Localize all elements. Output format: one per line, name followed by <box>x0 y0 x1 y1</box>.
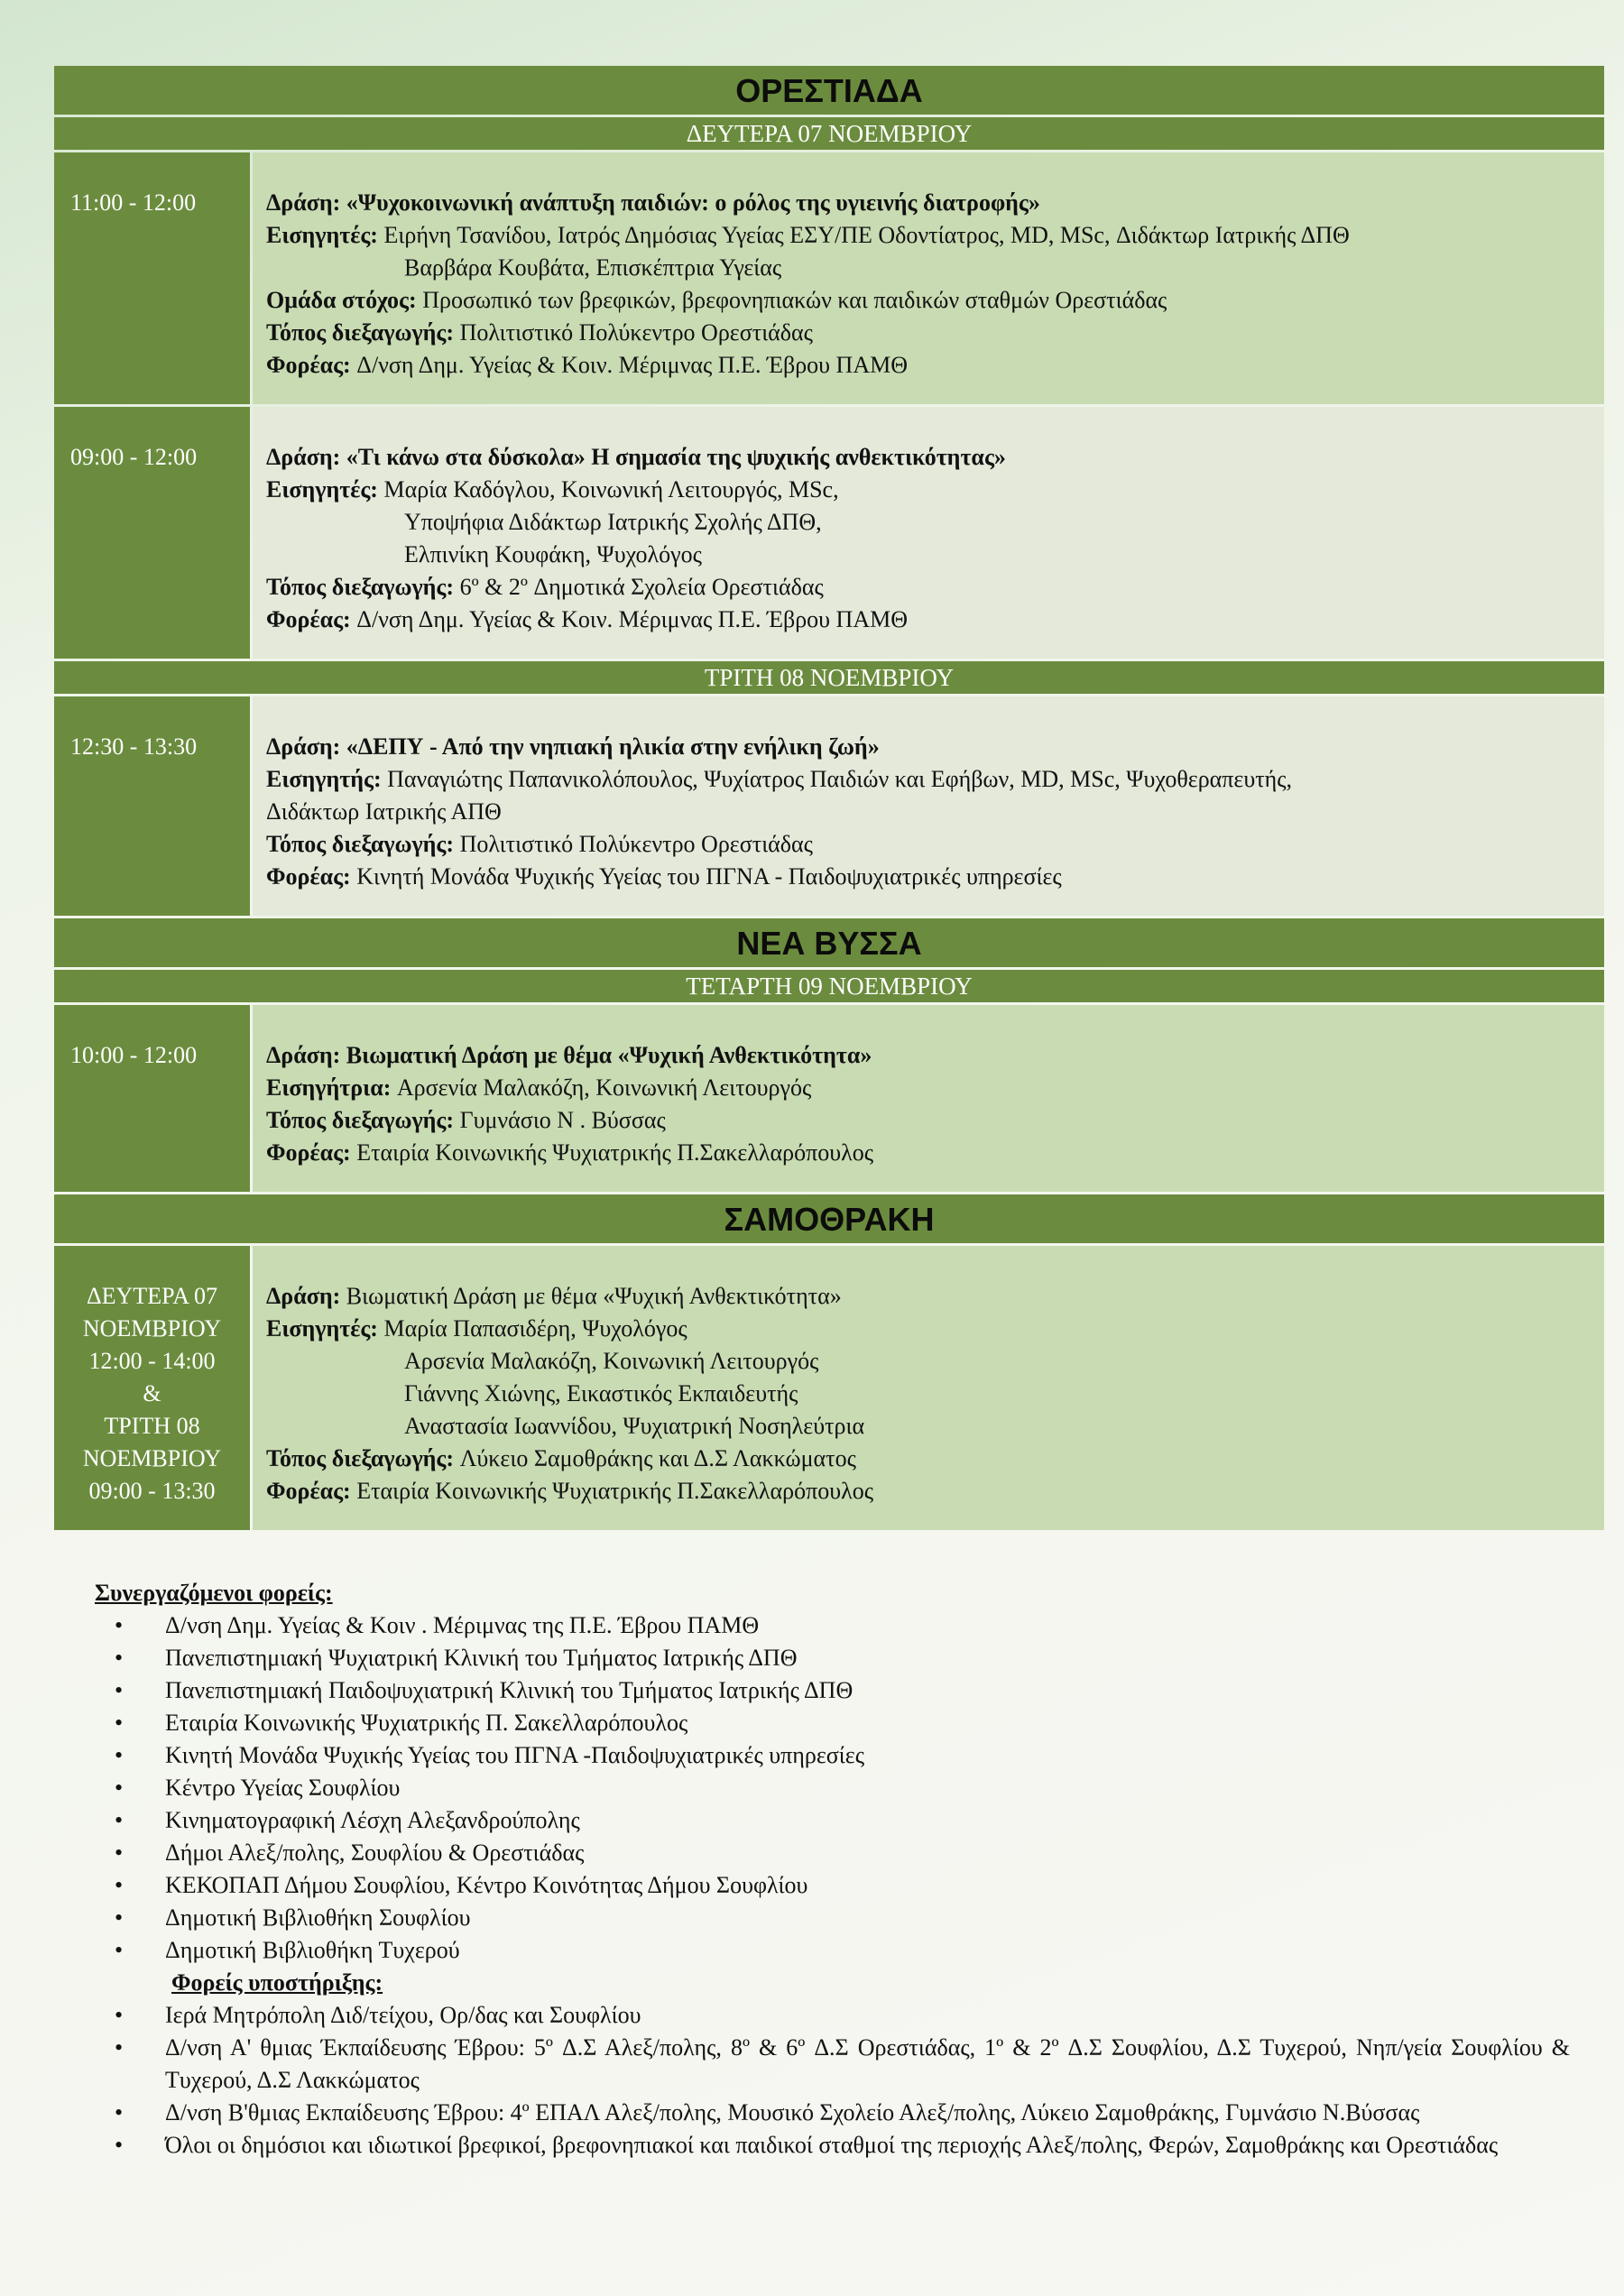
event-line <box>266 187 1604 219</box>
partner-item: • ΚΕΚΟΠΑΠ Δήμου Σουφλίου, Κέντρο Κοινότητας Δήμου Σουφλίου <box>95 1869 1570 1902</box>
field-value: «Ψυχοκοινωνική ανάπτυξη παιδιών: ο ρόλος της υγιεινής διατροφής» <box>346 189 1040 216</box>
event-line <box>266 441 1604 474</box>
field-value: Υποψήφια Διδάκτωρ Ιατρικής Σχολής ΔΠΘ, <box>404 509 822 535</box>
field-value: Ειρήνη Τσανίδου, Ιατρός Δημόσιας Υγείας ΕΣΥ/ΠΕ Οδοντίατρος, MD, MSc, Διδάκτωρ Ιατρικής ΔΠΘ <box>383 222 1350 248</box>
field-label: Δράση: <box>266 1042 346 1068</box>
field-value: Βιωματική Δράση με θέμα «Ψυχική Ανθεκτικότητα» <box>346 1283 842 1309</box>
event-time: 09:00 - 12:00 <box>54 407 250 659</box>
field-label: Εισηγητής: <box>266 766 388 792</box>
schedule-table <box>54 66 1604 1533</box>
field-label: Δράση: <box>266 189 346 216</box>
partner-item: • Πανεπιστημιακή Παιδοψυχιατρική Κλινική του Τμήματος Ιατρικής ΔΠΘ <box>95 1674 1570 1707</box>
event-line <box>266 349 1604 382</box>
field-label: Τόπος διεξαγωγής: <box>266 319 460 346</box>
event-details <box>253 1246 1604 1530</box>
field-value: Μαρία Παπασιδέρη, Ψυχολόγος <box>383 1315 687 1342</box>
region-header: ΝΕΑ ΒΥΣΣΑ <box>54 918 1604 967</box>
event-line <box>266 506 1604 539</box>
field-value: Προσωπικό των βρεφικών, βρεφονηπιακών και παιδικών σταθμών Ορεστιάδας <box>422 287 1167 313</box>
field-value: Λύκειο Σαμοθράκης και Δ.Σ Λακκώματος <box>459 1445 856 1471</box>
partner-item: • Δημοτική Βιβλιοθήκη Τυχερού <box>95 1934 1570 1967</box>
field-value: Δ/νση Δημ. Υγείας & Κοιν. Μέριμνας Π.Ε. Έβρου ΠΑΜΘ <box>356 606 909 632</box>
field-value: Αρσενία Μαλακόζη, Κοινωνική Λειτουργός <box>404 1348 819 1374</box>
field-value: «Τι κάνω στα δύσκολα» Η σημασία της ψυχικής ανθεκτικότητας» <box>346 444 1006 470</box>
event-details <box>253 407 1604 659</box>
event-details <box>253 696 1604 916</box>
field-value: Παναγιώτης Παπανικολόπουλος, Ψυχίατρος Παιδιών και Εφήβων, MD, MSc, Ψυχοθεραπευτής, <box>387 766 1293 792</box>
event-line <box>266 252 1604 284</box>
field-label: Φορέας: <box>266 1478 357 1504</box>
event-line <box>266 1443 1604 1475</box>
field-label: Εισηγητές: <box>266 476 384 503</box>
event-line <box>266 1280 1604 1313</box>
field-label: Φορέας: <box>266 1139 357 1166</box>
event-line <box>266 1345 1604 1378</box>
partner-item: • Κινηματογραφική Λέσχη Αλεξανδρούπολης <box>95 1804 1570 1837</box>
event-line <box>266 317 1604 349</box>
field-value: Μαρία Καδόγλου, Κοινωνική Λειτουργός, MSc, <box>383 476 839 503</box>
field-value: Δ/νση Δημ. Υγείας & Κοιν. Μέριμνας Π.Ε. Έβρου ΠΑΜΘ <box>356 352 909 378</box>
field-label: Τόπος διεξαγωγής: <box>266 574 460 600</box>
field-label: Δράση: <box>266 1283 346 1309</box>
event-line <box>266 219 1604 252</box>
field-label: Φορέας: <box>266 352 357 378</box>
event-row <box>54 407 1604 659</box>
field-value: Γιάννης Χιώνης, Εικαστικός Εκπαιδευτής <box>404 1380 798 1406</box>
supporter-item: • Όλοι οι δημόσιοι και ιδιωτικοί βρεφικοί, βρεφονηπιακοί και παιδικοί σταθμοί της περιοχής Αλεξ/πολης, Φερών, Σαμοθράκης και Ορεστιάδας <box>95 2129 1570 2162</box>
event-row <box>54 152 1604 404</box>
partner-item: • Εταιρία Κοινωνικής Ψυχιατρικής Π. Σακελλαρόπουλος <box>95 1707 1570 1739</box>
partner-item: • Κινητή Μονάδα Ψυχικής Υγείας του ΠΓΝΑ -Παιδοψυχιατρικές υπηρεσίες <box>95 1739 1570 1772</box>
supporter-item: • Δ/νση Α' θμιας Έκπαίδευσης Έβρου: 5º Δ.Σ Αλεξ/πολης, 8º & 6º Δ.Σ Ορεστιάδας, 1º & 2º Δ.Σ Σουφλίου, Δ.Σ Τυχερού, Νηπ/γεία Σουφλίου & Τυχερού, Δ.Σ Λακκώματος <box>95 2032 1570 2097</box>
day-header: ΔΕΥΤΕΡΑ 07 ΝΟΕΜΒΡΙΟΥ <box>54 117 1604 150</box>
partner-item: • Δημοτική Βιβλιοθήκη Σουφλίου <box>95 1902 1570 1934</box>
event-line <box>266 796 1604 828</box>
field-value: Βιωματική Δράση με θέμα «Ψυχική Ανθεκτικότητα» <box>346 1042 872 1068</box>
event-line <box>266 1072 1604 1104</box>
event-time: 12:30 - 13:30 <box>54 696 250 916</box>
field-value: Κινητή Μονάδα Ψυχικής Υγείας του ΠΓΝΑ - Παιδοψυχιατρικές υπηρεσίες <box>356 863 1062 890</box>
event-time: 10:00 - 12:00 <box>54 1005 250 1192</box>
event-time: ΔΕΥΤΕΡΑ 07 ΝΟΕΜΒΡΙΟΥ 12:00 - 14:00 & ΤΡΙΤΗ 08 ΝΟΕΜΒΡΙΟΥ 09:00 - 13:30 <box>54 1246 250 1530</box>
event-line <box>266 474 1604 506</box>
field-value: Πολιτιστικό Πολύκεντρο Ορεστιάδας <box>459 831 813 857</box>
field-value: Διδάκτωρ Ιατρικής ΑΠΘ <box>266 798 502 825</box>
event-line <box>266 828 1604 861</box>
field-label: Τόπος διεξαγωγής: <box>266 831 460 857</box>
field-value: Βαρβάρα Κουβάτα, Επισκέπτρια Υγείας <box>404 254 782 281</box>
field-value: «ΔΕΠΥ - Από την νηπιακή ηλικία στην ενήλικη ζωή» <box>346 733 880 760</box>
supporters-list <box>95 1999 1570 2162</box>
partners-section <box>95 1577 1570 2162</box>
day-header: ΤΕΤΑΡΤΗ 09 ΝΟΕΜΒΡΙΟΥ <box>54 970 1604 1002</box>
region-header: ΣΑΜΟΘΡΑΚΗ <box>54 1194 1604 1243</box>
event-line <box>266 731 1604 763</box>
event-line <box>266 1378 1604 1410</box>
field-label: Εισηγητές: <box>266 1315 384 1342</box>
partner-item: • Δήμοι Αλεξ/πολης, Σουφλίου & Ορεστιάδας <box>95 1837 1570 1869</box>
field-value: Αρσενία Μαλακόζη, Κοινωνική Λειτουργός <box>396 1074 812 1101</box>
event-row <box>54 1005 1604 1192</box>
field-label: Φορέας: <box>266 606 357 632</box>
field-label: Δράση: <box>266 444 346 470</box>
field-label: Δράση: <box>266 733 346 760</box>
event-line <box>266 763 1604 796</box>
field-value: Ελπινίκη Κουφάκη, Ψυχολόγος <box>404 541 702 567</box>
event-line <box>266 1475 1604 1508</box>
field-value: Εταιρία Κοινωνικής Ψυχιατρικής Π.Σακελλαρόπουλος <box>356 1478 874 1504</box>
event-line <box>266 861 1604 893</box>
supporter-item: • Δ/νση Β'θμιας Εκπαίδευσης Έβρου: 4º ΕΠΑΛ Αλεξ/πολης, Μουσικό Σχολείο Αλεξ/πολης, Λύκειο Σαμοθράκης, Γυμνάσιο Ν.Βύσσας <box>95 2097 1570 2129</box>
event-line <box>266 1104 1604 1137</box>
field-value: Εταιρία Κοινωνικής Ψυχιατρικής Π.Σακελλαρόπουλος <box>356 1139 874 1166</box>
event-details <box>253 1005 1604 1192</box>
region-header: ΟΡΕΣΤΙΑΔΑ <box>54 66 1604 115</box>
field-label: Τόπος διεξαγωγής: <box>266 1445 460 1471</box>
field-value: Πολιτιστικό Πολύκεντρο Ορεστιάδας <box>459 319 813 346</box>
event-line <box>266 1313 1604 1345</box>
field-value: Αναστασία Ιωαννίδου, Ψυχιατρική Νοσηλεύτρια <box>404 1413 865 1439</box>
event-line <box>266 1410 1604 1443</box>
partner-item: • Πανεπιστημιακή Ψυχιατρική Κλινική του Τμήματος Ιατρικής ΔΠΘ <box>95 1642 1570 1674</box>
event-row <box>54 1246 1604 1530</box>
event-line <box>266 1039 1604 1072</box>
partner-item: • Κέντρο Υγείας Σουφλίου <box>95 1772 1570 1804</box>
field-label: Ομάδα στόχος: <box>266 287 423 313</box>
event-line <box>266 1137 1604 1169</box>
event-line <box>266 604 1604 636</box>
supporter-item: • Ιερά Μητρόπολη Διδ/τείχου, Ορ/δας και Σουφλίου <box>95 1999 1570 2032</box>
field-label: Εισηγητές: <box>266 222 384 248</box>
field-value: 6º & 2º Δημοτικά Σχολεία Ορεστιάδας <box>459 574 824 600</box>
event-line <box>266 571 1604 604</box>
event-row <box>54 696 1604 916</box>
event-details <box>253 152 1604 404</box>
field-label: Φορέας: <box>266 863 357 890</box>
field-value: Γυμνάσιο Ν . Βύσσας <box>459 1107 666 1133</box>
partners-list <box>95 1609 1570 1967</box>
event-line <box>266 284 1604 317</box>
field-label: Τόπος διεξαγωγής: <box>266 1107 460 1133</box>
partner-item: • Δ/νση Δημ. Υγείας & Κοιν . Μέριμνας της Π.Ε. Έβρου ΠΑΜΘ <box>95 1609 1570 1642</box>
day-header: ΤΡΙΤΗ 08 ΝΟΕΜΒΡΙΟΥ <box>54 661 1604 694</box>
event-time: 11:00 - 12:00 <box>54 152 250 404</box>
partners-heading: Συνεργαζόμενοι φορείς: <box>95 1580 333 1606</box>
supporters-heading: Φορείς υποστήριξης: <box>171 1969 383 1996</box>
field-label: Εισηγήτρια: <box>266 1074 397 1101</box>
event-line <box>266 539 1604 571</box>
